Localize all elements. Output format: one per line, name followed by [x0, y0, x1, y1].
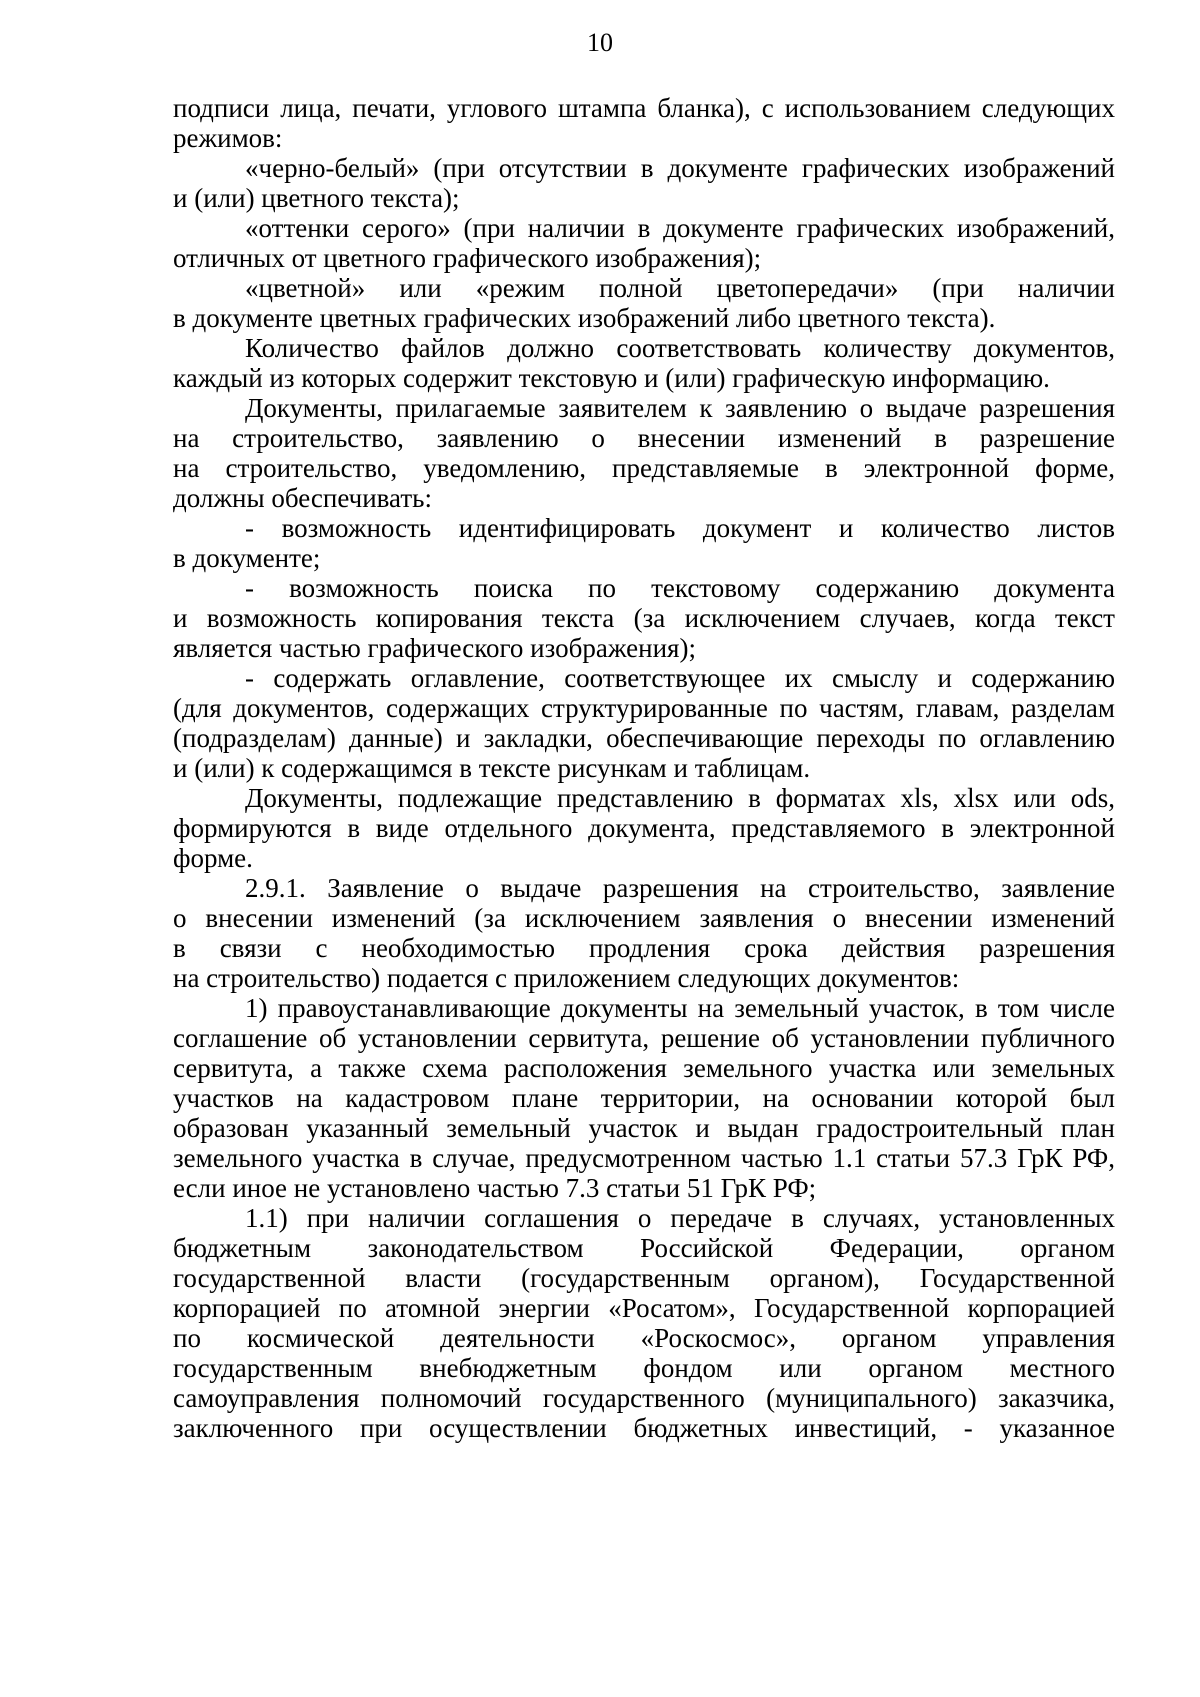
text-line: государственной власти (государственным органом), Государственной — [173, 1263, 1115, 1293]
text-line: «черно-белый» (при отсутствии в документе графических изображений — [245, 153, 1115, 183]
text-line: «цветной» или «режим полной цветопередачи» (при наличии — [245, 273, 1115, 303]
text-line: Документы, прилагаемые заявителем к заявлению о выдаче разрешения — [245, 393, 1115, 423]
text-line: - возможность идентифицировать документ и количество листов — [245, 513, 1115, 543]
text-line: (для документов, содержащих структурированные по частям, главам, разделам — [173, 693, 1115, 723]
text-line: «оттенки серого» (при наличии в документе графических изображений, — [245, 213, 1115, 243]
text-line: на строительство) подается с приложением следующих документов: — [173, 963, 960, 993]
text-line: в документе; — [173, 543, 321, 573]
text-line: 1) правоустанавливающие документы на земельный участок, в том числе — [245, 993, 1115, 1023]
text-line: корпорацией по атомной энергии «Росатом», Государственной корпорацией — [173, 1293, 1115, 1323]
text-line: каждый из которых содержит текстовую и (или) графическую информацию. — [173, 363, 1050, 393]
text-line: на строительство, заявлению о внесении изменений в разрешение — [173, 423, 1115, 453]
text-line: в связи с необходимостью продления срока действия разрешения — [173, 933, 1115, 963]
text-line: образован указанный земельный участок и выдан градостроительный план — [173, 1113, 1115, 1143]
text-line: Количество файлов должно соответствовать количеству документов, — [245, 333, 1115, 363]
text-line: (подразделам) данные) и закладки, обеспечивающие переходы по оглавлению — [173, 723, 1115, 753]
text-line: земельного участка в случае, предусмотренном частью 1.1 статьи 57.3 ГрК РФ, — [173, 1143, 1115, 1173]
text-line: бюджетным законодательством Российской Федерации, органом — [173, 1233, 1115, 1263]
text-line: и (или) к содержащимся в тексте рисункам и таблицам. — [173, 753, 811, 783]
text-line: заключенного при осуществлении бюджетных инвестиций, - указанное — [173, 1413, 1115, 1443]
text-line: подписи лица, печати, углового штампа бланка), с использованием следующих — [173, 93, 1115, 123]
text-line: 1.1) при наличии соглашения о передаче в случаях, установленных — [245, 1203, 1115, 1233]
text-line: в документе цветных графических изображений либо цветного текста). — [173, 303, 996, 333]
text-line: является частью графического изображения); — [173, 633, 696, 663]
text-line: - содержать оглавление, соответствующее их смыслу и содержанию — [245, 663, 1115, 693]
text-line: форме. — [173, 843, 253, 873]
page-number: 10 — [587, 28, 613, 57]
text-line: и (или) цветного текста); — [173, 183, 460, 213]
text-line: самоуправления полномочий государственного (муниципального) заказчика, — [173, 1383, 1115, 1413]
text-line: и возможность копирования текста (за исключением случаев, когда текст — [173, 603, 1115, 633]
text-line: формируются в виде отдельного документа, представляемого в электронной — [173, 813, 1115, 843]
text-line: если иное не установлено частью 7.3 статьи 51 ГрК РФ; — [173, 1173, 817, 1203]
text-line: о внесении изменений (за исключением заявления о внесении изменений — [173, 903, 1115, 933]
text-line: режимов: — [173, 123, 283, 153]
text-line: 2.9.1. Заявление о выдаче разрешения на строительство, заявление — [245, 873, 1115, 903]
text-line: отличных от цветного графического изображения); — [173, 243, 762, 273]
text-line: государственным внебюджетным фондом или органом местного — [173, 1353, 1115, 1383]
text-line: должны обеспечивать: — [173, 483, 432, 513]
text-line: на строительство, уведомлению, представляемые в электронной форме, — [173, 453, 1115, 483]
text-line: по космической деятельности «Роскосмос», органом управления — [173, 1323, 1115, 1353]
text-line: - возможность поиска по текстовому содержанию документа — [245, 573, 1115, 603]
text-line: соглашение об установлении сервитута, решение об установлении публичного — [173, 1023, 1115, 1053]
text-line: участков на кадастровом плане территории, на основании которой был — [173, 1083, 1115, 1113]
text-line: сервитута, а также схема расположения земельного участка или земельных — [173, 1053, 1115, 1083]
text-line: Документы, подлежащие представлению в форматах xls, xlsx или ods, — [245, 783, 1115, 813]
